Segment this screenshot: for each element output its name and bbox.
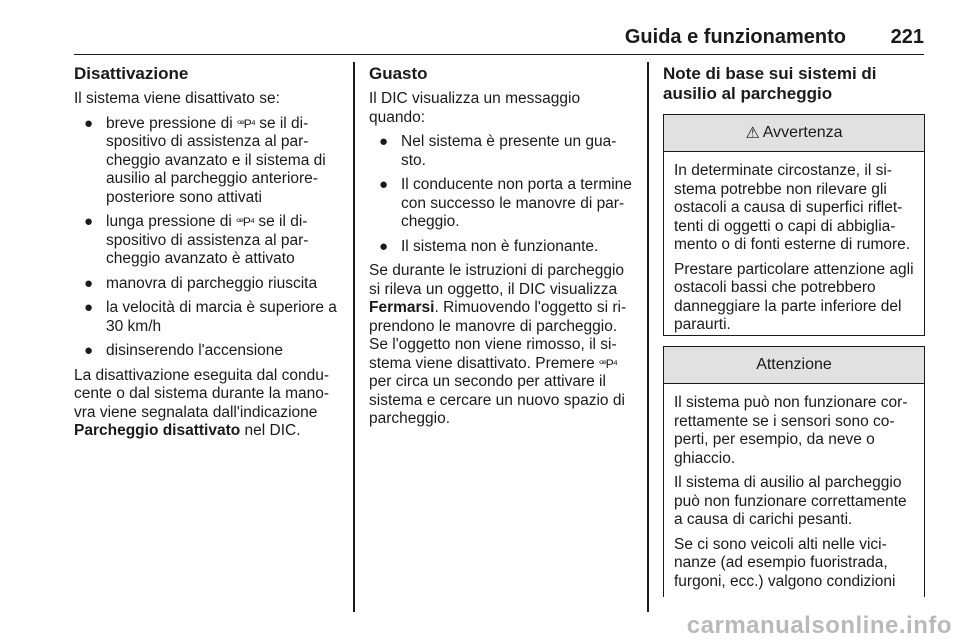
list-item: ● Nel sistema è presente un gua-sto. (379, 133, 617, 169)
column-deactivation (74, 64, 342, 447)
column-divider (353, 62, 355, 612)
section-title: Guida e funzionamento (624, 26, 846, 48)
list-item: ● Il sistema non è funzionante. (379, 237, 599, 255)
warning-box (663, 114, 925, 336)
heading-basic-notes: Note di base sui sistemi di ausilio al parcheggio (663, 64, 877, 103)
bullet-icon: ● (379, 237, 389, 255)
caution-box (663, 346, 925, 597)
bullet-icon: ● (84, 299, 94, 316)
list-item: ● lunga pressione di ꟹP⁴ se il di-spositivo di assistenza al par-cheggio avanzato è attivato (84, 213, 309, 267)
column-divider (647, 62, 649, 612)
list-item: ● Il conducente non porta a termine con successo le manovre di par-cheggio. (379, 176, 632, 230)
parking-button-icon: ꟹP⁴ (236, 215, 255, 229)
intro-text: Il DIC visualizza un messaggio quando: (369, 90, 581, 126)
list-item: ● disinserendo l'accensione (84, 342, 284, 359)
heading-deactivation: Disattivazione (74, 64, 189, 83)
list-item: ● manovra di parcheggio riuscita (84, 274, 318, 292)
warning-triangle-icon: ⚠ (745, 125, 760, 142)
caution-title: Attenzione (756, 356, 832, 373)
column-fault (369, 64, 633, 435)
parking-button-icon: ꟹP⁴ (236, 116, 255, 131)
bullet-icon: ● (379, 176, 389, 193)
page-header (74, 20, 924, 55)
warning-body: In determinate circostanze, il si-stema potrebbe non rilevare gli ostacoli a causa di superfici riflet-tenti di oggetti o capi di abbiglia-mento o di fonti esterne di rumore. Prestare particolare attenzione agli ostacoli bassi che potrebbero danneggiare la parte inferiore del paraurti. (674, 162, 914, 333)
deactivation-paragraph: La disattivazione eseguita dal condu-cente o dal sistema durante la mano-vra viene segnalata dall'indicazione Parcheggio disattivato nel DIC. (74, 366, 330, 439)
bullet-icon: ● (379, 133, 389, 150)
page-number: 221 (890, 26, 924, 48)
heading-fault: Guasto (369, 64, 428, 83)
bullet-icon: ● (84, 342, 94, 359)
watermark: carmanualsonline.info (686, 612, 952, 639)
dic-message: Fermarsi (369, 299, 435, 316)
bullet-icon: ● (84, 274, 94, 292)
list-item: ● breve pressione di ꟹP⁴ se il di-spositivo di assistenza al par-cheggio avanzato e il sistema di ausilio al parcheggio anteriore-posteriore sono attivati (84, 114, 326, 206)
column-basic-notes (663, 64, 925, 110)
intro-text: Il sistema viene disattivato se: (74, 90, 280, 107)
parking-button-icon: ꟹP⁴ (599, 356, 617, 371)
caution-header (664, 347, 924, 384)
warning-header (664, 115, 924, 152)
dic-message: Parcheggio disattivato (74, 422, 241, 439)
caution-body: Il sistema può non funzionare cor-rettamente se i sensori sono co-perti, per esempio, da neve o ghiaccio. Il sistema di ausilio al parcheggio può non funzionare correttamente a causa di carichi pesanti. Se ci sono veicoli alti nelle vici-nanze (ad esempio fuoristrada, furgoni, ecc.) valgono condizioni (674, 394, 908, 590)
bullet-icon: ● (84, 114, 94, 132)
warning-title: Avvertenza (762, 124, 843, 141)
bullet-icon: ● (84, 213, 94, 230)
fault-paragraph: Se durante le istruzioni di parcheggio si rileva un oggetto, il DIC visualizza Fermarsi. Rimuovendo l'oggetto si ri-prendono le manovre di parcheggio. Se l'oggetto non viene rimosso, il si-stema viene disattivato. Premere ꟹP⁴ per circa un secondo per attivare il sistema e cercare un nuovo spazio di parcheggio. (369, 262, 627, 427)
list-item: ● la velocità di marcia è superiore a 30 km/h (84, 299, 337, 335)
